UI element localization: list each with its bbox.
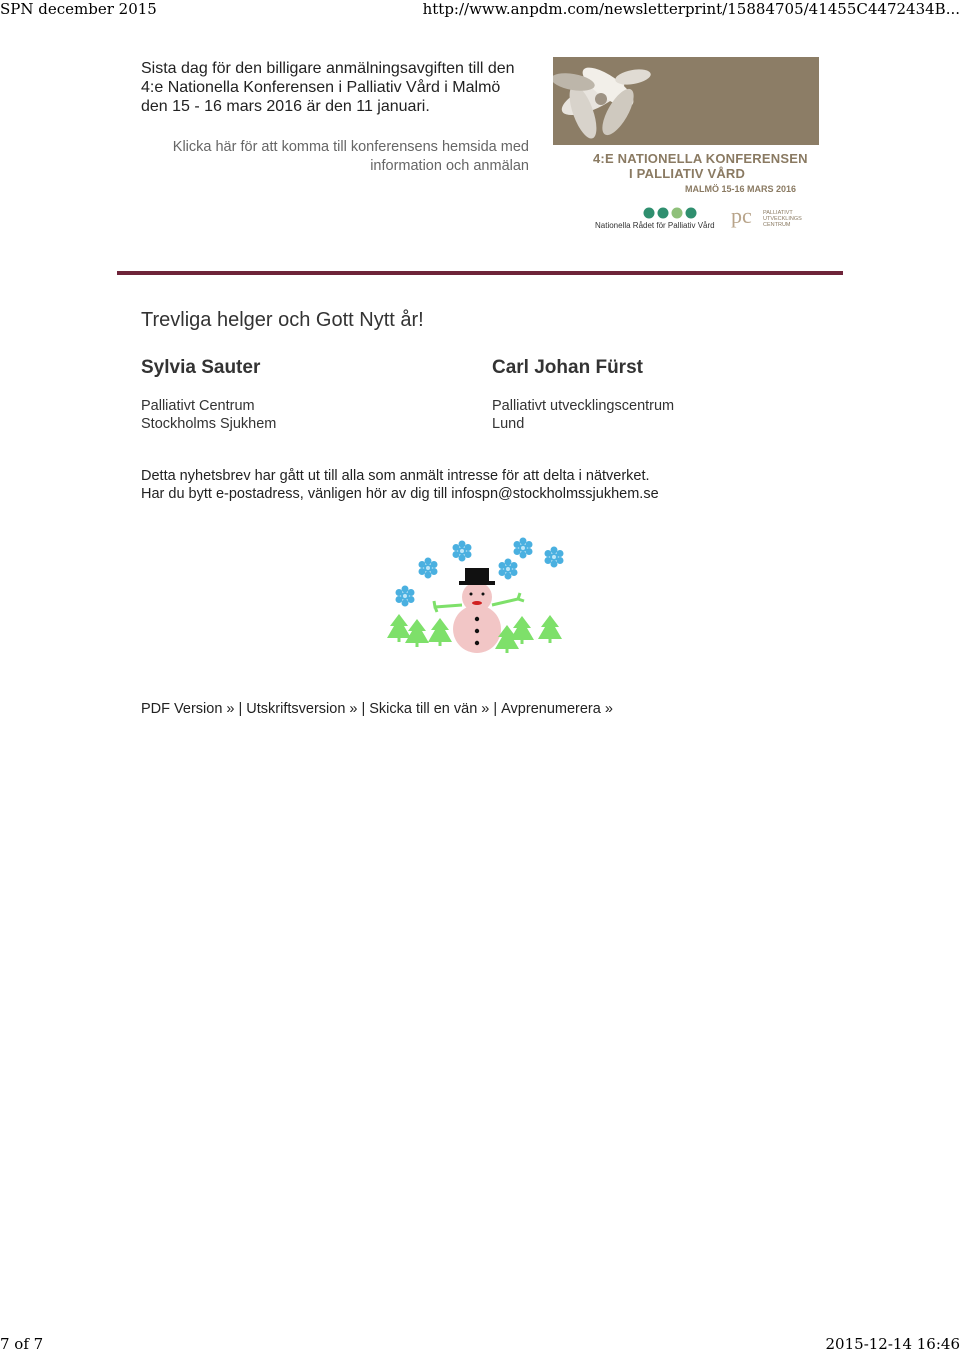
magnolia-photo (553, 57, 819, 145)
conference-link-line1: Klicka här för att komma till konferensens hemsida med (172, 139, 529, 155)
signature-location: Stockholms Sjukhem (141, 416, 277, 432)
banner-title-line1: 4:E NATIONELLA KONFERENSEN (593, 151, 808, 166)
print-version-link[interactable]: Utskriftsversion » (246, 701, 358, 717)
print-footer-timestamp: 2015-12-14 16:46 (825, 1335, 960, 1353)
conference-link-line2: information och anmälan (370, 157, 529, 174)
banner-title-line2: I PALLIATIV VÅRD (629, 166, 746, 181)
signature-name: Carl Johan Fürst (492, 357, 643, 378)
snowman-illustration-icon (385, 535, 575, 660)
pdf-version-link[interactable]: PDF Version » (141, 701, 235, 717)
send-to-friend-link[interactable]: Skicka till en vän » (369, 701, 490, 717)
conference-banner[interactable] (553, 57, 819, 236)
pc-logo-subtitle: PALLIATIVT UTVECKLINGS CENTRUM (763, 210, 802, 228)
nrpv-logo-text: Nationella Rådet för Palliativ Vård (595, 221, 715, 230)
banner-date: MALMÖ 15-16 MARS 2016 (685, 184, 797, 194)
signature-location: Lund (492, 416, 525, 432)
footer-links (141, 701, 613, 717)
promo-text: Sista dag för den billigare anmälningsavgiften till den 4:e Nationella Konferensen i Palliativ Vård i Malmö den 15 - 16 mars 2016 är den 11 januari. (141, 60, 515, 115)
greeting: Trevliga helger och Gott Nytt år! (141, 309, 424, 331)
print-header-title: SPN december 2015 (0, 0, 157, 18)
section-divider (117, 271, 843, 275)
link-separator: | (361, 701, 366, 717)
link-separator: | (493, 701, 498, 717)
nrpv-logo-dots-icon (643, 207, 699, 219)
signature-name: Sylvia Sauter (141, 357, 261, 378)
unsubscribe-link[interactable]: Avprenumerera » (501, 701, 613, 717)
info-text-line1: Detta nyhetsbrev har gått ut till alla som anmält intresse för att delta i nätverket. (141, 468, 650, 484)
magnolia-flower-icon (553, 57, 819, 145)
pc-logo-mark: pc (731, 203, 752, 228)
info-text-line2: Har du bytt e-postadress, vänligen hör av dig till infospn@stockholmssjukhem.se (141, 486, 659, 502)
link-separator: | (238, 701, 243, 717)
print-header-url: http://www.anpdm.com/newsletterprint/15884705/41455C4472434B... (422, 0, 960, 18)
signature-org: Palliativt utvecklingscentrum (492, 398, 675, 414)
conference-homepage-link[interactable] (141, 138, 529, 175)
print-footer-page: 7 of 7 (0, 1335, 44, 1353)
signature-org: Palliativt Centrum (141, 398, 255, 414)
